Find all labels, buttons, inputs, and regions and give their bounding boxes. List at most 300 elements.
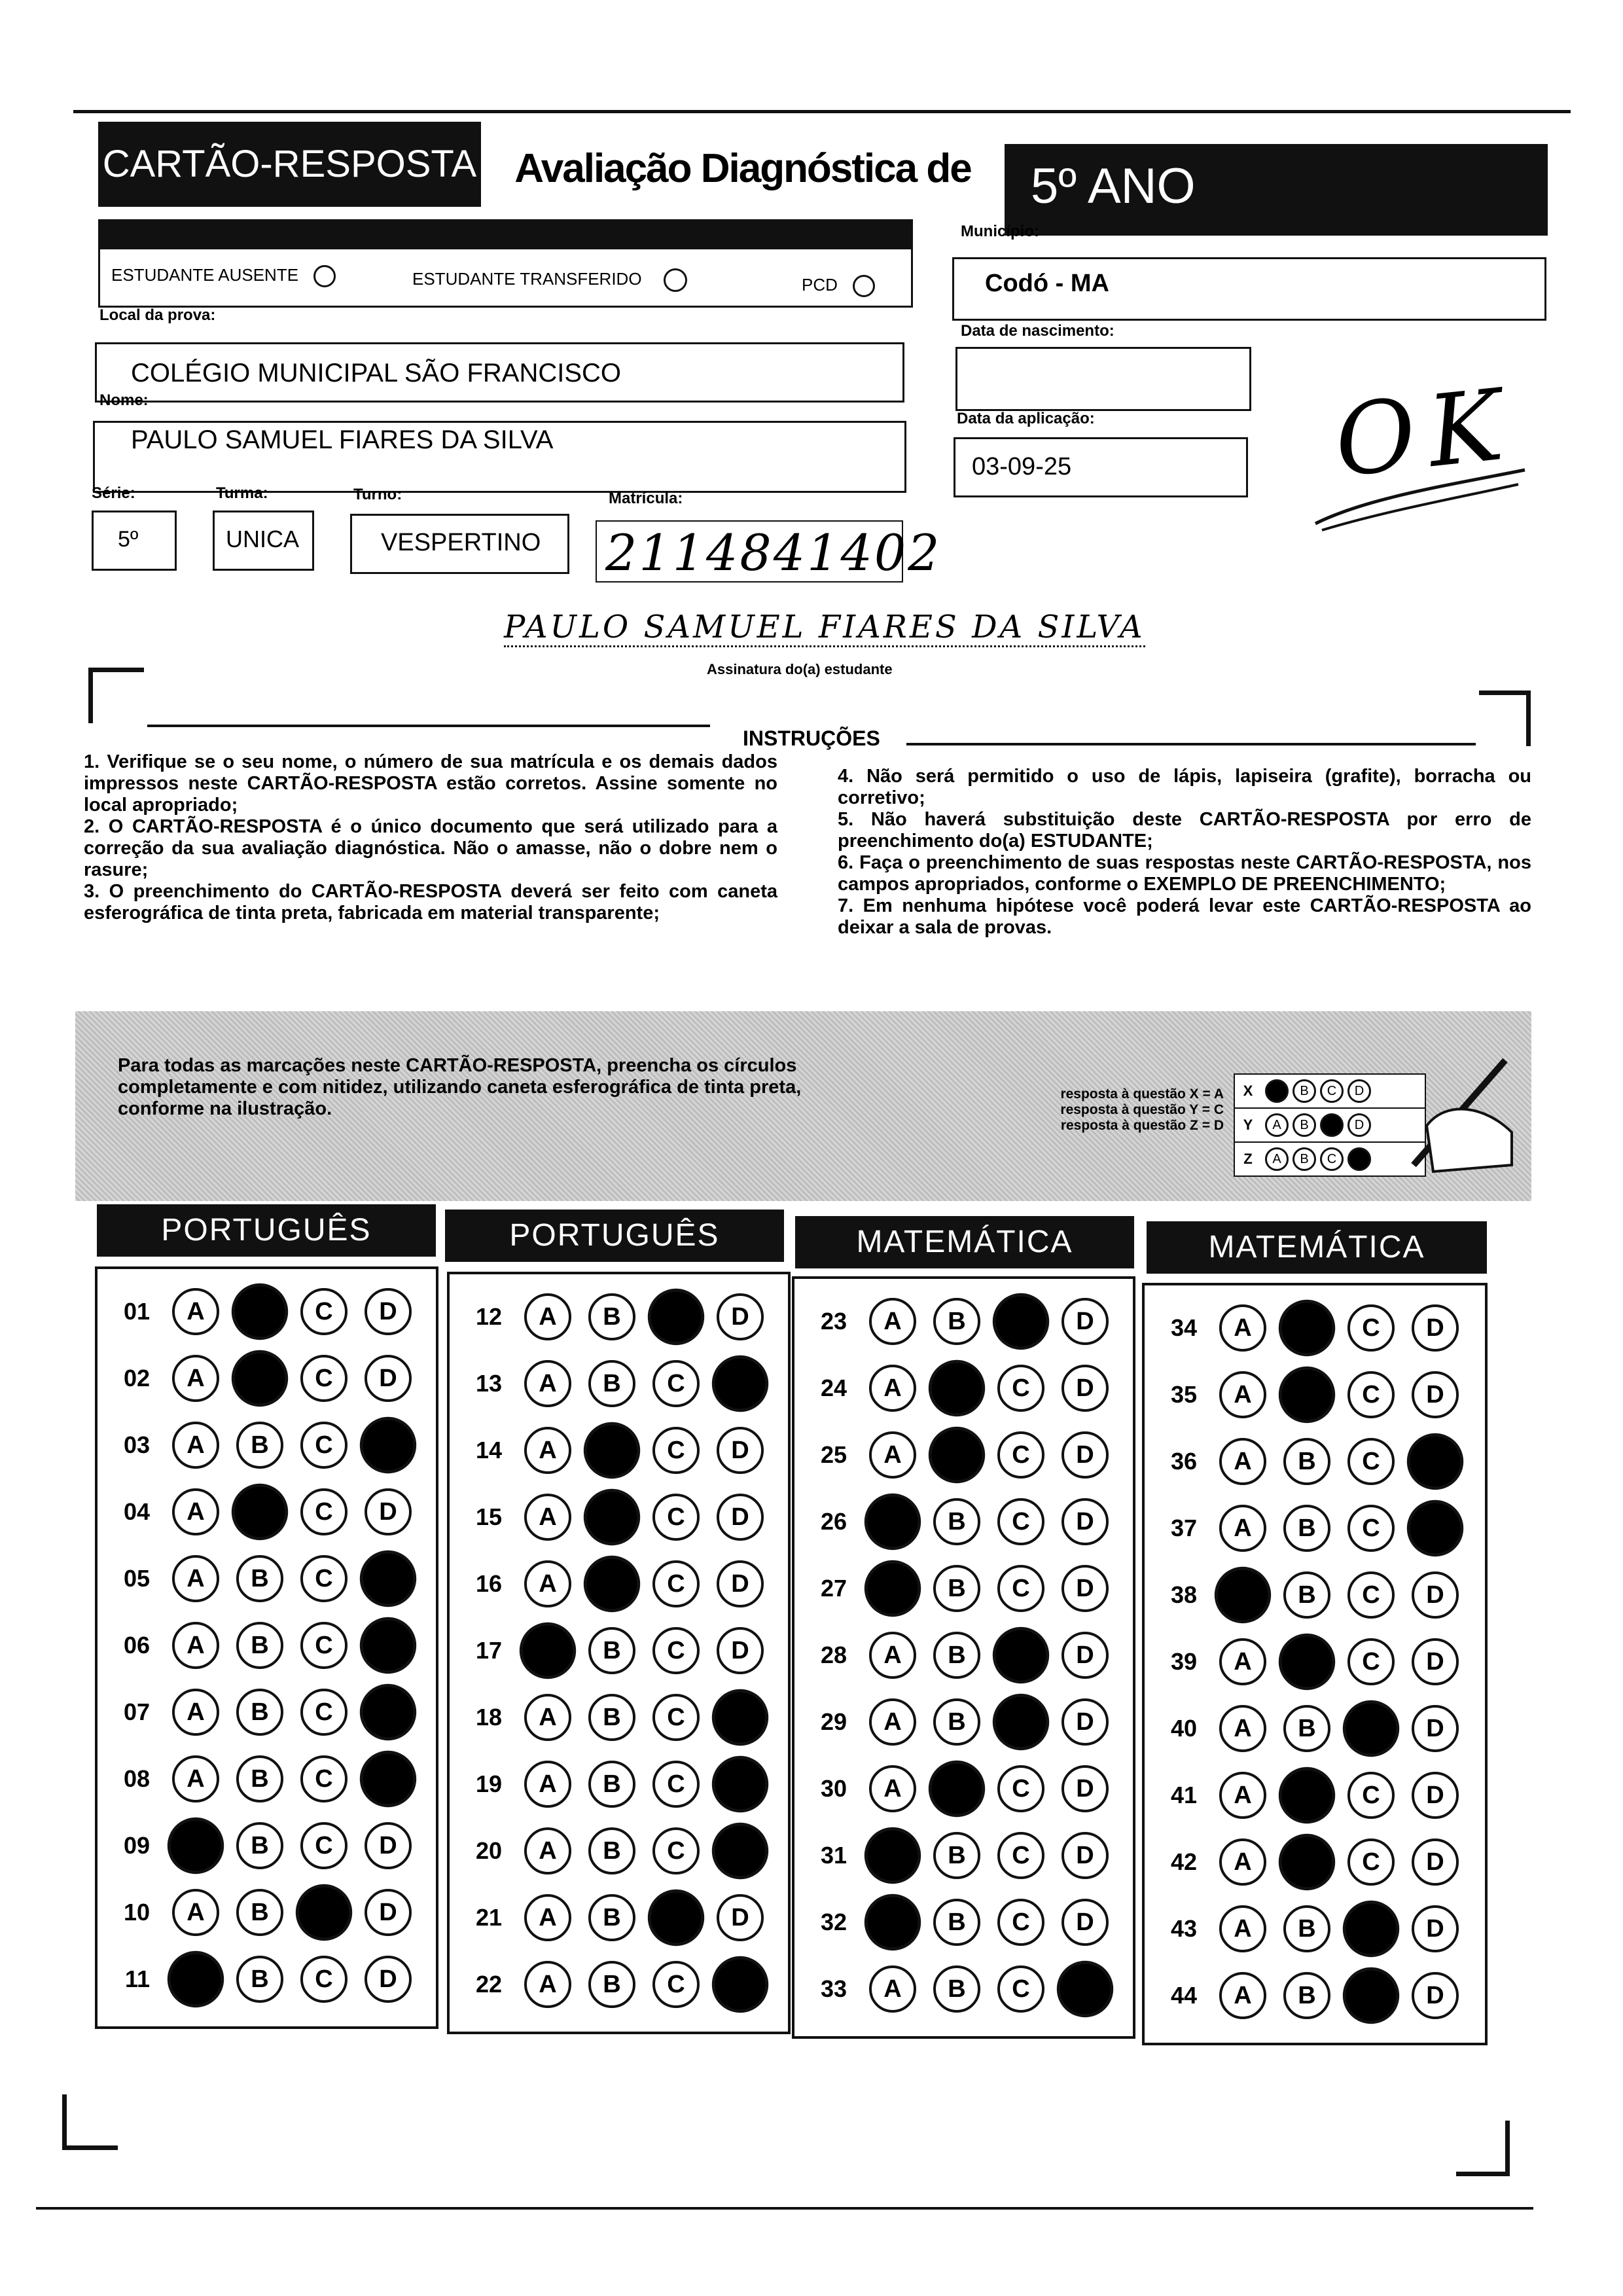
bubble-d[interactable]: D	[1412, 1705, 1459, 1752]
bubble-c[interactable]: C	[1347, 1772, 1395, 1819]
bubble-b[interactable]: B	[1283, 1905, 1330, 1952]
bubble-d[interactable]: D	[1412, 1638, 1459, 1685]
question-row	[455, 1755, 764, 1814]
bubble-d[interactable]	[360, 1751, 416, 1807]
bubble-c[interactable]: C	[652, 1560, 700, 1607]
question-number: 28	[820, 1641, 847, 1668]
bubble-a[interactable]: A	[869, 1431, 916, 1479]
bubble-d[interactable]: D	[717, 1560, 764, 1607]
question-number: 03	[123, 1431, 150, 1458]
bubble-b[interactable]: B	[236, 1889, 283, 1936]
card-title: CARTÃO-RESPOSTA	[102, 143, 477, 185]
matricula-label: Matrícula:	[609, 490, 683, 507]
bubble-b[interactable]: B	[236, 1689, 283, 1736]
bubble-d[interactable]	[712, 1956, 768, 2013]
bubble-a[interactable]: A	[1219, 1304, 1266, 1352]
subject-title-2: PORTUGUÊS	[445, 1210, 784, 1262]
bubble-d[interactable]: D	[717, 1627, 764, 1674]
status-header-bar	[98, 219, 913, 249]
bubble-b[interactable]: B	[933, 1565, 980, 1612]
pcd-radio[interactable]	[853, 275, 875, 297]
question-number: 22	[475, 1971, 502, 1998]
bubble-d[interactable]: D	[717, 1494, 764, 1541]
bubble-a[interactable]	[168, 1951, 224, 2007]
bubble-c[interactable]	[993, 1694, 1049, 1750]
question-number: 36	[1170, 1448, 1197, 1475]
bubble-d[interactable]: D	[1412, 1371, 1459, 1418]
nome-value: PAULO SAMUEL FIARES DA SILVA	[131, 425, 554, 454]
bubble-a[interactable]: A	[524, 1560, 571, 1607]
bubble-b[interactable]: B	[1283, 1705, 1330, 1752]
legend-z: resposta à questão Z = D	[1060, 1118, 1224, 1133]
example-z-d	[1347, 1147, 1371, 1171]
bubble-d[interactable]: D	[1061, 1431, 1109, 1479]
example-y-a: A	[1265, 1113, 1289, 1137]
instructions-title: INSTRUÇÕES	[743, 726, 880, 750]
legend-x: resposta à questão X = A	[1060, 1086, 1224, 1102]
example-text: Para todas as marcações neste CARTÃO-RESPOSTA, preencha os círculos completamente e com nitidez, utilizando caneta esferográfica de tinta preta, conforme na ilustração.	[118, 1055, 802, 1119]
absent-radio[interactable]	[313, 265, 336, 287]
bubble-b[interactable]: B	[236, 1622, 283, 1669]
instruction-1: 1. Verifique se o seu nome, o número de sua matrícula e os demais dados impressos neste CARTÃO-RESPOSTA estão corretos. Assine somente no local apropriado;	[84, 751, 777, 816]
question-number: 02	[123, 1365, 150, 1391]
bubble-b[interactable]	[1279, 1300, 1335, 1356]
bubble-d[interactable]: D	[1061, 1298, 1109, 1345]
example-z-c: C	[1320, 1147, 1344, 1171]
bubble-a[interactable]: A	[1219, 1705, 1266, 1752]
question-number: 19	[475, 1770, 502, 1797]
instruction-7: 7. Em nenhuma hipótese você poderá levar este CARTÃO-RESPOSTA ao deixar a sala de provas.	[838, 895, 1531, 938]
evaluation-title-block	[481, 131, 1005, 206]
question-number: 15	[475, 1503, 502, 1530]
bubble-a[interactable]	[865, 1560, 921, 1617]
question-number: 37	[1170, 1515, 1197, 1541]
bubble-a[interactable]: A	[524, 1761, 571, 1808]
question-number: 07	[123, 1698, 150, 1725]
question-row	[800, 1292, 1109, 1351]
bubble-a[interactable]: A	[172, 1622, 219, 1669]
local-value: COLÉGIO MUNICIPAL SÃO FRANCISCO	[131, 359, 622, 387]
bubble-a[interactable]: A	[1219, 1772, 1266, 1819]
bubble-b[interactable]: B	[1283, 1505, 1330, 1552]
bubble-d[interactable]: D	[1061, 1365, 1109, 1412]
instructions-right	[838, 766, 1531, 939]
question-number: 33	[820, 1975, 847, 2002]
bubble-a[interactable]: A	[524, 1293, 571, 1340]
question-row	[1150, 1566, 1459, 1624]
example-z-b: B	[1293, 1147, 1316, 1171]
bubble-a[interactable]: A	[172, 1355, 219, 1402]
bubble-c[interactable]: C	[652, 1827, 700, 1874]
bubble-d[interactable]: D	[365, 1956, 412, 2003]
bubble-d[interactable]: D	[717, 1894, 764, 1941]
bubble-a[interactable]: A	[1219, 1438, 1266, 1485]
bubble-b[interactable]: B	[933, 1632, 980, 1679]
bubble-b[interactable]: B	[588, 1360, 635, 1407]
signature-label: Assinatura do(a) estudante	[707, 661, 893, 677]
question-number: 14	[475, 1437, 502, 1463]
bubble-a[interactable]: A	[524, 1494, 571, 1541]
question-number: 06	[123, 1632, 150, 1659]
bubble-d[interactable]	[712, 1823, 768, 1879]
question-number: 09	[123, 1832, 150, 1859]
bubble-d[interactable]: D	[1412, 1571, 1459, 1619]
bubble-c[interactable]: C	[652, 1360, 700, 1407]
bubble-b[interactable]: B	[588, 1627, 635, 1674]
bubble-d[interactable]	[712, 1756, 768, 1812]
card-title-block	[98, 122, 481, 207]
question-row	[1150, 1699, 1459, 1758]
bubble-d[interactable]: D	[1061, 1498, 1109, 1545]
question-row	[1150, 1833, 1459, 1892]
bubble-c[interactable]: C	[652, 1494, 700, 1541]
aplicacao-value: 03-09-25	[972, 453, 1072, 480]
question-number: 16	[475, 1570, 502, 1597]
bubble-a[interactable]	[168, 1818, 224, 1874]
bubble-b[interactable]: B	[933, 1298, 980, 1345]
bubble-c[interactable]: C	[300, 1622, 348, 1669]
example-legend	[998, 1086, 1224, 1134]
bubble-d[interactable]: D	[365, 1288, 412, 1335]
question-number: 25	[820, 1441, 847, 1468]
question-number: 38	[1170, 1581, 1197, 1608]
bubble-d[interactable]: D	[1061, 1765, 1109, 1812]
bubble-c[interactable]: C	[1347, 1638, 1395, 1685]
bubble-c[interactable]: C	[997, 1765, 1044, 1812]
subject-title-4: MATEMÁTICA	[1147, 1221, 1487, 1274]
bubble-c[interactable]: C	[1347, 1438, 1395, 1485]
question-row	[800, 1559, 1109, 1618]
bubble-c[interactable]: C	[652, 1627, 700, 1674]
question-row	[1150, 1432, 1459, 1491]
bubble-d[interactable]	[712, 1689, 768, 1746]
question-row	[103, 1416, 412, 1475]
question-row	[800, 1960, 1109, 2018]
bubble-d[interactable]	[712, 1355, 768, 1412]
bubble-d[interactable]: D	[1412, 1972, 1459, 2019]
bubble-a[interactable]: A	[1219, 1371, 1266, 1418]
bubble-c[interactable]	[1343, 1967, 1399, 2024]
bubble-d[interactable]: D	[365, 1488, 412, 1535]
bubble-b[interactable]: B	[933, 1965, 980, 2013]
question-row	[800, 1359, 1109, 1418]
bubble-b[interactable]: B	[236, 1822, 283, 1869]
bubble-d[interactable]: D	[1412, 1772, 1459, 1819]
bubble-c[interactable]: C	[652, 1761, 700, 1808]
bubble-c[interactable]: C	[1347, 1571, 1395, 1619]
question-row	[455, 1488, 764, 1547]
bubble-d[interactable]	[360, 1617, 416, 1674]
bubble-b[interactable]: B	[236, 1555, 283, 1602]
bubble-a[interactable]: A	[524, 1827, 571, 1874]
bubble-d[interactable]	[1407, 1500, 1463, 1556]
bubble-c[interactable]: C	[1347, 1371, 1395, 1418]
bubble-c[interactable]: C	[652, 1961, 700, 2008]
bubble-c[interactable]: C	[997, 1365, 1044, 1412]
bubble-b[interactable]: B	[236, 1422, 283, 1469]
answer-column-3	[792, 1276, 1135, 2039]
legend-y: resposta à questão Y = C	[1060, 1102, 1224, 1117]
bubble-a[interactable]: A	[1219, 1839, 1266, 1886]
question-number: 04	[123, 1498, 150, 1525]
birth-label: Data de nascimento:	[961, 322, 1115, 340]
bubble-a[interactable]: A	[869, 1765, 916, 1812]
municipio-label: Município:	[961, 223, 1039, 240]
bubble-b[interactable]: B	[588, 1961, 635, 2008]
bubble-c[interactable]: C	[652, 1694, 700, 1741]
question-row	[455, 1688, 764, 1747]
bubble-a[interactable]	[865, 1494, 921, 1550]
bubble-d[interactable]: D	[717, 1427, 764, 1474]
bubble-b[interactable]	[232, 1283, 288, 1340]
question-number: 42	[1170, 1848, 1197, 1875]
turma-value: UNICA	[226, 526, 300, 552]
bubble-d[interactable]: D	[1061, 1899, 1109, 1946]
bubble-d[interactable]: D	[1061, 1632, 1109, 1679]
question-row	[103, 1349, 412, 1408]
bubble-a[interactable]: A	[524, 1894, 571, 1941]
bubble-c[interactable]	[993, 1293, 1049, 1350]
bubble-c[interactable]: C	[300, 1422, 348, 1469]
question-number: 23	[820, 1308, 847, 1335]
bubble-b[interactable]: B	[588, 1827, 635, 1874]
question-row	[103, 1482, 412, 1541]
question-number: 39	[1170, 1648, 1197, 1675]
question-number: 30	[820, 1775, 847, 1802]
bubble-a[interactable]: A	[524, 1427, 571, 1474]
bubble-d[interactable]: D	[365, 1822, 412, 1869]
bubble-c[interactable]	[296, 1884, 352, 1941]
nome-label: Nome:	[99, 391, 149, 409]
bubble-b[interactable]: B	[933, 1498, 980, 1545]
bubble-d[interactable]	[360, 1684, 416, 1740]
example-x-b: B	[1293, 1079, 1316, 1103]
question-number: 29	[820, 1708, 847, 1735]
bubble-b[interactable]	[929, 1427, 985, 1483]
question-number: 20	[475, 1837, 502, 1864]
ok-underline	[1309, 458, 1531, 537]
question-row	[1150, 1899, 1459, 1958]
example-x-c: C	[1320, 1079, 1344, 1103]
question-number: 08	[123, 1765, 150, 1792]
bubble-c[interactable]	[993, 1627, 1049, 1683]
question-row	[103, 1950, 412, 2009]
bubble-c[interactable]	[1343, 1901, 1399, 1957]
bubble-c[interactable]: C	[300, 1956, 348, 2003]
question-row	[103, 1883, 412, 1942]
grade-label: 5º ANO	[1031, 158, 1196, 214]
bubble-a[interactable]: A	[1219, 1638, 1266, 1685]
bubble-a[interactable]: A	[524, 1961, 571, 2008]
bubble-c[interactable]: C	[300, 1822, 348, 1869]
bubble-b[interactable]: B	[933, 1832, 980, 1879]
bubble-b[interactable]: B	[236, 1956, 283, 2003]
corner-bottom-right-h	[1456, 2172, 1510, 2176]
example-y-b: B	[1293, 1113, 1316, 1137]
bubble-c[interactable]: C	[997, 1899, 1044, 1946]
bubble-b[interactable]: B	[236, 1755, 283, 1803]
bubble-a[interactable]: A	[869, 1632, 916, 1679]
bubble-c[interactable]: C	[997, 1498, 1044, 1545]
bubble-b[interactable]: B	[933, 1899, 980, 1946]
question-number: 26	[820, 1508, 847, 1535]
absent-option[interactable]	[111, 265, 336, 287]
bubble-d[interactable]: D	[717, 1293, 764, 1340]
bubble-b[interactable]	[584, 1489, 640, 1545]
example-row-y-label: Y	[1243, 1117, 1253, 1133]
question-row	[103, 1749, 412, 1808]
bubble-c[interactable]: C	[997, 1431, 1044, 1479]
bubble-b[interactable]	[584, 1556, 640, 1612]
answer-column-4	[1142, 1283, 1488, 2045]
question-number: 44	[1170, 1982, 1197, 2009]
bubble-d[interactable]	[1057, 1961, 1113, 2017]
answer-column-2	[447, 1272, 791, 2034]
serie-value: 5º	[118, 527, 139, 552]
bubble-c[interactable]: C	[997, 1565, 1044, 1612]
bubble-c[interactable]	[648, 1890, 704, 1946]
bubble-a[interactable]: A	[172, 1689, 219, 1736]
bubble-d[interactable]: D	[1412, 1304, 1459, 1352]
transferred-label: ESTUDANTE TRANSFERIDO	[412, 268, 642, 289]
question-number: 40	[1170, 1715, 1197, 1742]
bubble-b[interactable]: B	[588, 1293, 635, 1340]
bubble-b[interactable]: B	[588, 1761, 635, 1808]
bubble-c[interactable]: C	[1347, 1839, 1395, 1886]
bubble-c[interactable]: C	[652, 1427, 700, 1474]
bubble-d[interactable]: D	[1061, 1565, 1109, 1612]
bubble-a[interactable]: A	[869, 1298, 916, 1345]
example-y-c	[1320, 1113, 1344, 1137]
bubble-c[interactable]: C	[1347, 1304, 1395, 1352]
bubble-d[interactable]: D	[365, 1355, 412, 1402]
bubble-c[interactable]	[1343, 1700, 1399, 1757]
subject-title-3: MATEMÁTICA	[795, 1216, 1134, 1268]
question-number: 31	[820, 1842, 847, 1869]
bubble-a[interactable]: A	[524, 1694, 571, 1741]
bubble-c[interactable]	[648, 1289, 704, 1345]
evaluation-title: Avaliação Diagnóstica de	[514, 146, 971, 191]
question-row	[800, 1426, 1109, 1484]
transferred-option[interactable]	[412, 268, 687, 292]
question-row	[1150, 1632, 1459, 1691]
question-number: 11	[124, 1965, 150, 1992]
bubble-b[interactable]	[929, 1761, 985, 1817]
instruction-3: 3. O preenchimento do CARTÃO-RESPOSTA deverá ser feito com caneta esferográfica de tinta preta, fabricada em material transparente;	[84, 881, 777, 924]
question-number: 24	[820, 1374, 847, 1401]
aplicacao-label: Data da aplicação:	[957, 410, 1095, 427]
bubble-d[interactable]	[360, 1551, 416, 1607]
bubble-a[interactable]: A	[172, 1555, 219, 1602]
top-rule	[73, 110, 1571, 113]
question-row	[455, 1955, 764, 2014]
bubble-a[interactable]: A	[524, 1360, 571, 1407]
question-row	[103, 1683, 412, 1742]
bubble-b[interactable]	[1279, 1834, 1335, 1890]
bubble-a[interactable]	[865, 1894, 921, 1950]
serie-label: Série:	[92, 484, 135, 502]
bubble-a[interactable]: A	[869, 1365, 916, 1412]
pcd-option[interactable]	[802, 275, 875, 297]
bubble-b[interactable]: B	[1283, 1972, 1330, 2019]
bubble-b[interactable]: B	[588, 1694, 635, 1741]
question-number: 18	[475, 1704, 502, 1731]
bubble-c[interactable]: C	[1347, 1505, 1395, 1552]
instruction-6: 6. Faça o preenchimento de suas respostas neste CARTÃO-RESPOSTA, nos campos apropriados, conforme o EXEMPLO DE PREENCHIMENTO;	[838, 852, 1531, 895]
bubble-a[interactable]	[1215, 1567, 1271, 1623]
bubble-c[interactable]: C	[300, 1555, 348, 1602]
bubble-d[interactable]: D	[1412, 1839, 1459, 1886]
bubble-c[interactable]: C	[300, 1689, 348, 1736]
bubble-b[interactable]	[584, 1422, 640, 1479]
bubble-a[interactable]: A	[172, 1488, 219, 1535]
bubble-a[interactable]: A	[869, 1698, 916, 1746]
instruction-5: 5. Não haverá substituição deste CARTÃO-RESPOSTA por erro de preenchimento do(a) ESTUDANTE;	[838, 809, 1531, 852]
question-row	[455, 1821, 764, 1880]
question-number: 13	[475, 1370, 502, 1397]
bubble-a[interactable]: A	[869, 1965, 916, 2013]
bubble-a[interactable]: A	[1219, 1905, 1266, 1952]
bubble-a[interactable]: A	[1219, 1972, 1266, 2019]
bubble-d[interactable]: D	[1061, 1832, 1109, 1879]
bubble-c[interactable]: C	[300, 1355, 348, 1402]
bubble-b[interactable]: B	[933, 1698, 980, 1746]
bubble-b[interactable]	[929, 1360, 985, 1416]
bubble-b[interactable]: B	[1283, 1571, 1330, 1619]
bubble-d[interactable]	[1407, 1433, 1463, 1490]
bubble-d[interactable]	[360, 1417, 416, 1473]
bubble-b[interactable]	[232, 1350, 288, 1407]
instructions-rule-right	[906, 743, 1476, 745]
bubble-a[interactable]: A	[1219, 1505, 1266, 1552]
instructions-rule-left	[147, 725, 710, 727]
question-row	[103, 1282, 412, 1341]
question-number: 01	[123, 1298, 150, 1325]
bubble-b[interactable]	[1279, 1767, 1335, 1823]
question-number: 05	[123, 1565, 150, 1592]
bubble-b[interactable]	[232, 1484, 288, 1540]
transferred-radio[interactable]	[664, 268, 687, 292]
bubble-a[interactable]	[520, 1623, 576, 1679]
corner-bottom-left-h	[62, 2145, 118, 2150]
question-row	[1150, 1966, 1459, 2025]
bubble-a[interactable]	[865, 1827, 921, 1884]
bubble-a[interactable]: A	[172, 1889, 219, 1936]
bubble-c[interactable]: C	[300, 1288, 348, 1335]
bubble-b[interactable]	[1279, 1634, 1335, 1690]
bubble-d[interactable]: D	[1412, 1905, 1459, 1952]
question-number: 41	[1170, 1782, 1197, 1808]
question-number: 34	[1170, 1314, 1197, 1341]
bubble-b[interactable]	[1279, 1367, 1335, 1423]
bubble-b[interactable]: B	[588, 1894, 635, 1941]
bubble-d[interactable]: D	[1061, 1698, 1109, 1746]
bubble-a[interactable]: A	[172, 1755, 219, 1803]
corner-bottom-right	[1505, 2121, 1510, 2176]
bubble-a[interactable]: A	[172, 1422, 219, 1469]
question-row	[800, 1626, 1109, 1685]
bubble-c[interactable]: C	[997, 1965, 1044, 2013]
bubble-c[interactable]: C	[300, 1755, 348, 1803]
bubble-a[interactable]: A	[172, 1288, 219, 1335]
question-number: 21	[475, 1904, 502, 1931]
bubble-b[interactable]: B	[1283, 1438, 1330, 1485]
bubble-c[interactable]: C	[300, 1488, 348, 1535]
corner-top-right-h	[1479, 691, 1531, 695]
question-row	[1150, 1299, 1459, 1357]
bubble-d[interactable]: D	[365, 1889, 412, 1936]
bubble-c[interactable]: C	[997, 1832, 1044, 1879]
